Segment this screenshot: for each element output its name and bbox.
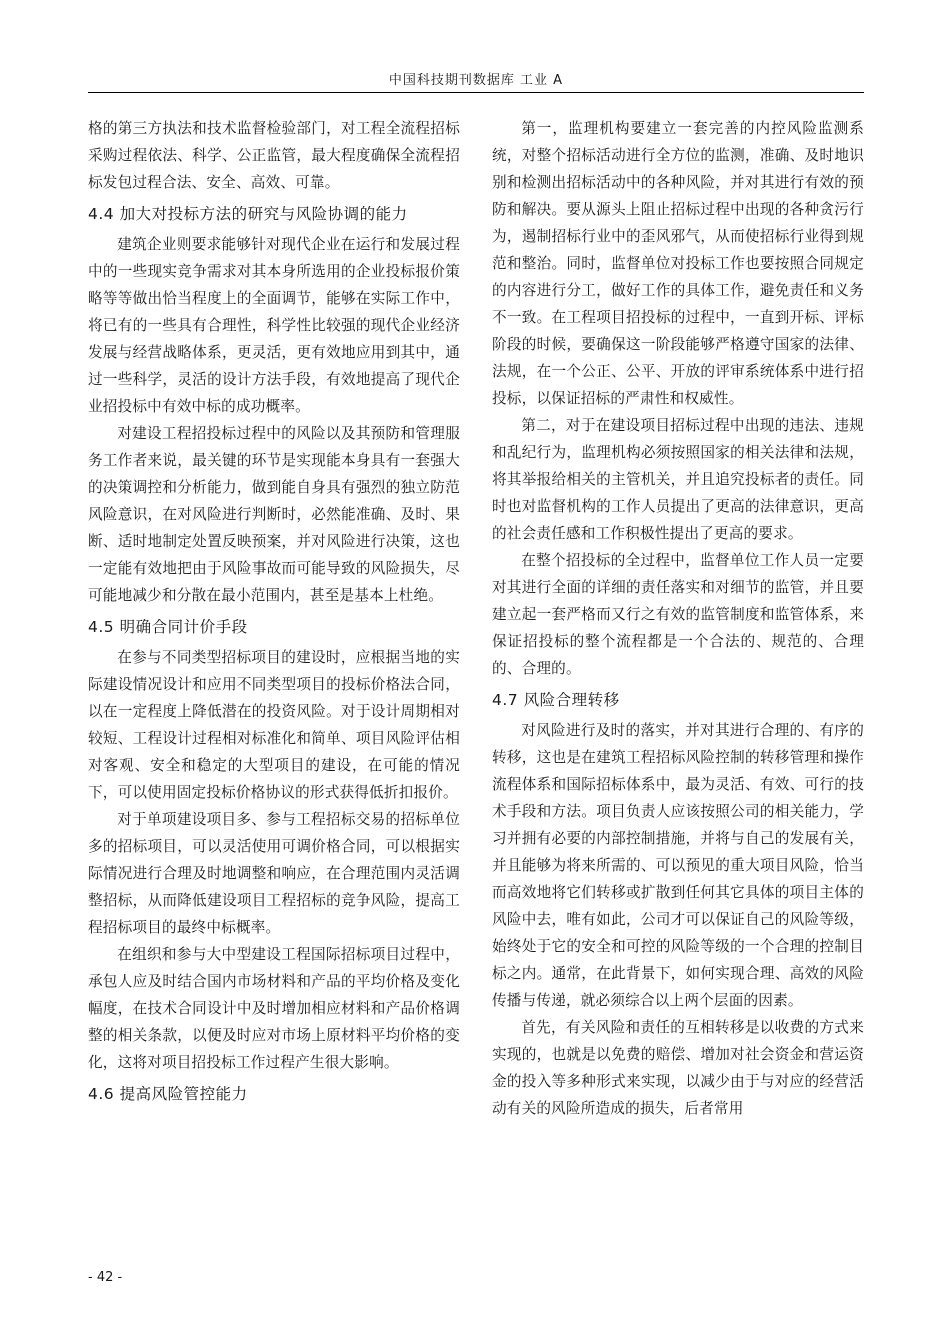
section-heading-4-7: 4.7 风险合理转移 xyxy=(492,691,620,709)
section-heading-4-6: 4.6 提高风险管控能力 xyxy=(88,1085,248,1103)
header-rule xyxy=(88,92,864,93)
paragraph: 对建设工程招投标过程中的风险以及其预防和管理服务工作者来说，最关键的环节是实现能本身具有一套强大的决策调控和分析能力，做到能自身具有强烈的独立防范风险意识，在对风险进行判断时，必然能准确、及时、果断、适时地制定处置反映预案，并对风险进行决策，这也一定能有效地把由于风险事故而可能导致的风险损失，尽可能地减少和分散在最小范围内，甚至是基本上杜绝。 xyxy=(88,425,460,604)
page-number: - 42 - xyxy=(88,1270,123,1285)
paragraph: 第二，对于在建设项目招标过程中出现的违法、违规和乱纪行为，监理机构必须按照国家的相关法律和法规，将其举报给相关的主管机关，并且追究投标者的责任。同时也对监督机构的工作人员提出了更高的法律意识，更高的社会责任感和工作积极性提出了更高的要求。 xyxy=(492,417,864,542)
paragraph: 在组织和参与大中型建设工程国际招标项目过程中，承包人应及时结合国内市场材料和产品的平均价格及变化幅度，在技术合同设计中及时增加相应材料和产品价格调整的相关条款，以便及时应对市场上原材料平均价格的变化，这将对项目招投标工作过程产生很大影响。 xyxy=(88,946,460,1071)
paragraph: 对于单项建设项目多、参与工程招标交易的招标单位多的招标项目，可以灵活使用可调价格合同，可以根据实际情况进行合理及时地调整和响应，在合理范围内灵活调整招标，从而降低建设项目工程招标的竞争风险，提高工程招标项目的最终中标概率。 xyxy=(88,811,460,936)
running-header: 中国科技期刊数据库 工业 A xyxy=(388,73,564,88)
section-heading-4-4: 4.4 加大对投标方法的研究与风险协调的能力 xyxy=(88,205,408,223)
paragraph: 建筑企业则要求能够针对现代企业在运行和发展过程中的一些现实竞争需求对其本身所选用的企业投标报价策略等等做出恰当程度上的全面调节，能够在实际工作中，将已有的一些具有合理性，科学性比较强的现代企业经济发展与经营战略体系，更灵活，更有效地应用到其中，通过一些科学，灵活的设计方法手段，有效地提高了现代企业招投标中有效中标的成功概率。 xyxy=(88,236,460,415)
paragraph: 对风险进行及时的落实，并对其进行合理的、有序的转移，这也是在建筑工程招标风险控制的转移管理和操作流程体系和国际招标体系中，最为灵活、有效、可行的技术手段和方法。项目负责人应该按照公司的相关能力，学习并拥有必要的内部控制措施，并将与自己的发展有关，并且能够为将来所需的、可以预见的重大项目风险，恰当而高效地将它们转移或扩散到任何其它具体的项目主体的风险中去，唯有如此，公司才可以保证自己的风险等级，始终处于它的安全和可控的风险等级的一个合理的控制目标之内。通常，在此背景下，如何实现合理、高效的风险传播与传递，就必须综合以上两个层面的因素。 xyxy=(492,722,864,1009)
paragraph: 在整个招投标的全过程中，监督单位工作人员一定要对其进行全面的详细的责任落实和对细节的监管，并且要建立起一套严格而又行之有效的监管制度和监管体系，来保证招投标的整个流程都是一个合法的、规范的、合理的、合理的。 xyxy=(492,552,864,677)
paragraph: 在参与不同类型招标项目的建设时，应根据当地的实际建设情况设计和应用不同类型项目的投标价格法合同，以在一定程度上降低潜在的投资风险。对于设计周期相对较短、工程设计过程相对标准化和简单、项目风险评估相对客观、安全和稳定的大型项目的建设，在可能的情况下，可以使用固定投标价格协议的形式获得低折扣报价。 xyxy=(88,649,460,801)
paragraph: 格的第三方执法和技术监督检验部门，对工程全流程招标采购过程依法、科学、公正监管，最大程度确保全流程招标发包过程合法、安全、高效、可靠。 xyxy=(88,120,460,191)
paragraph: 首先，有关风险和责任的互相转移是以收费的方式来实现的，也就是以免费的赔偿、增加对社会资金和营运资金的投入等多种形式来实现，以减少由于与对应的经营活动有关的风险所造成的损失，后者常用 xyxy=(492,1019,864,1117)
left-column xyxy=(88,115,460,1210)
paragraph: 第一，监理机构要建立一套完善的内控风险监测系统，对整个招标活动进行全方位的监测，准确、及时地识别和检测出招标活动中的各种风险，并对其进行有效的预防和解决。要从源头上阻止招标过程中出现的各种贪污行为，遏制招标行业中的歪风邪气，从而使招标行业得到规范和整治。同时，监督单位对投标工作也要按照合同规定的内容进行分工，做好工作的具体工作，避免责任和义务不一致。在工程项目招投标的过程中，一直到开标、评标阶段的时候，要确保这一阶段能够严格遵守国家的法律、法规，在一个公正、公平、开放的评审系统体系中进行招投标，以保证招标的严肃性和权威性。 xyxy=(492,120,864,407)
section-heading-4-5: 4.5 明确合同计价手段 xyxy=(88,618,248,636)
right-column xyxy=(492,115,864,1210)
